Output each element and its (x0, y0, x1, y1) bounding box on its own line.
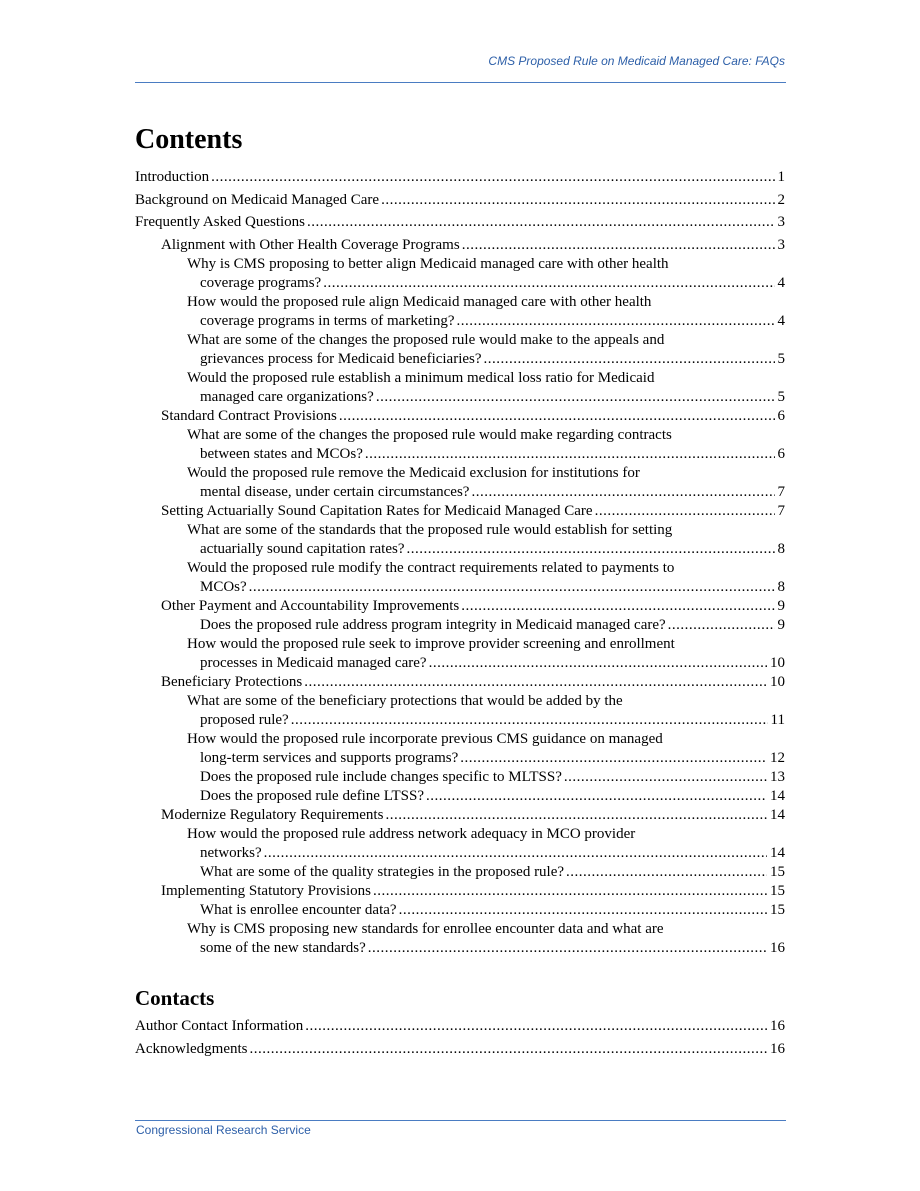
dot-leader (307, 213, 775, 232)
dot-leader (564, 768, 767, 787)
dot-leader (566, 863, 767, 882)
toc-entry[interactable] (135, 635, 785, 673)
toc-entry-row (200, 578, 785, 597)
toc-entry[interactable] (135, 559, 785, 597)
dot-leader (484, 350, 775, 369)
dot-leader (385, 806, 767, 825)
footer-divider (135, 1120, 786, 1121)
toc-page-number: 7 (777, 502, 785, 519)
toc-page-number: 14 (770, 787, 785, 804)
toc-entry-title-line1: Why is CMS proposing to better align Medicaid managed care with other health (187, 255, 669, 272)
toc-page-number: 16 (770, 1018, 785, 1034)
toc-page-number: 10 (770, 654, 785, 671)
toc-entry-row (135, 168, 785, 187)
toc-entry-title: What is enrollee encounter data? (200, 901, 397, 918)
toc-entry-title: Does the proposed rule address program integrity in Medicaid managed care? (200, 616, 666, 633)
toc-entry-row (135, 213, 785, 232)
toc-entry-row (200, 787, 785, 806)
toc-entry[interactable] (135, 787, 785, 806)
toc-entry-row (200, 388, 785, 407)
dot-leader (368, 939, 767, 958)
dot-leader (249, 1040, 767, 1059)
toc-page-number: 6 (777, 407, 785, 424)
toc-entry-row (200, 483, 785, 502)
toc-entry-title: processes in Medicaid managed care? (200, 654, 427, 671)
toc-entry[interactable] (135, 730, 785, 768)
toc-entry-title: Standard Contract Provisions (161, 407, 337, 424)
toc-page-number: 8 (777, 540, 785, 557)
toc-entry[interactable] (135, 863, 785, 882)
toc-page-number: 11 (770, 711, 785, 728)
toc-entry[interactable] (135, 806, 785, 825)
toc-entry-title: Does the proposed rule include changes specific to MLTSS? (200, 768, 562, 785)
toc-page-number: 16 (770, 939, 785, 956)
toc-entry-row (200, 844, 785, 863)
toc-entry-title: proposed rule? (200, 711, 289, 728)
toc-entry[interactable] (135, 673, 785, 692)
toc-page-number: 10 (770, 673, 785, 690)
toc-page-number: 2 (777, 191, 785, 208)
toc-entry[interactable] (135, 616, 785, 635)
toc-entry-row (161, 502, 785, 521)
toc-entry[interactable] (135, 191, 785, 210)
toc-entry-title: What are some of the quality strategies in the proposed rule? (200, 863, 565, 880)
toc-entry-title: Does the proposed rule define LTSS? (200, 787, 424, 804)
toc-page-number: 5 (777, 388, 785, 405)
dot-leader (595, 502, 775, 521)
toc-entry-title: networks? (200, 844, 262, 861)
dot-leader (668, 616, 775, 635)
dot-leader (471, 483, 774, 502)
toc-entry[interactable] (135, 464, 785, 502)
dot-leader (305, 1017, 767, 1036)
toc-page-number: 15 (770, 882, 785, 899)
toc-entry-title: Introduction (135, 169, 210, 185)
dot-leader (399, 901, 767, 920)
toc-page-number: 3 (777, 236, 785, 253)
toc-page-number: 12 (770, 749, 785, 766)
toc-entry-row (161, 806, 785, 825)
running-header: CMS Proposed Rule on Medicaid Managed Care: FAQs (488, 54, 785, 68)
toc-entry-title-line1: How would the proposed rule address network adequacy in MCO provider (187, 825, 636, 842)
toc-entry-title: mental disease, under certain circumstances? (200, 483, 470, 500)
table-of-contents (135, 168, 785, 958)
toc-entry-title-line1: What are some of the beneficiary protections that would be added by the (187, 692, 623, 709)
toc-entry[interactable] (135, 426, 785, 464)
toc-entry-title-line1: Would the proposed rule modify the contract requirements related to payments to (187, 559, 675, 576)
dot-leader (323, 274, 774, 293)
toc-entry[interactable] (135, 1040, 785, 1059)
toc-entry-row (200, 901, 785, 920)
dot-leader (460, 749, 767, 768)
toc-entry-title: Background on Medicaid Managed Care (135, 191, 380, 208)
toc-page-number: 1 (777, 169, 785, 185)
toc-page-number: 7 (777, 483, 785, 500)
contacts-list (135, 1017, 785, 1062)
dot-leader (407, 540, 775, 559)
toc-page-number: 6 (777, 445, 785, 462)
dot-leader (381, 191, 774, 210)
toc-entry-row (200, 863, 785, 882)
toc-entry-row (161, 236, 785, 255)
toc-entry-row (200, 616, 785, 635)
header-divider (135, 82, 786, 83)
toc-page-number: 13 (770, 768, 785, 785)
contacts-heading: Contacts (135, 986, 215, 1010)
toc-entry[interactable] (135, 768, 785, 787)
toc-entry-title-line1: How would the proposed rule seek to improve provider screening and enrollment (187, 635, 675, 652)
toc-entry-row (161, 673, 785, 692)
toc-entry-row (200, 274, 785, 293)
toc-entry[interactable] (135, 213, 785, 232)
toc-entry-row (161, 407, 785, 426)
dot-leader (264, 844, 767, 863)
toc-entry-title: Frequently Asked Questions (135, 214, 305, 230)
toc-page-number: 5 (777, 350, 785, 367)
toc-entry[interactable] (135, 521, 785, 559)
toc-entry-title-line1: What are some of the changes the proposed rule would make regarding contracts (187, 426, 672, 443)
dot-leader (429, 654, 767, 673)
toc-entry-title-line1: Would the proposed rule establish a minimum medical loss ratio for Medicaid (187, 369, 655, 386)
dot-leader (462, 236, 775, 255)
toc-entry[interactable] (135, 597, 785, 616)
toc-page-number: 8 (777, 578, 785, 595)
toc-entry-row (200, 939, 785, 958)
toc-entry-title: Author Contact Information (135, 1018, 304, 1034)
toc-entry-title: Setting Actuarially Sound Capitation Rates for Medicaid Managed Care (161, 502, 593, 519)
toc-page-number: 9 (777, 597, 785, 614)
toc-entry[interactable] (135, 1017, 785, 1036)
toc-entry-row (200, 445, 785, 464)
toc-entry-title: Implementing Statutory Provisions (161, 882, 371, 899)
toc-page-number: 9 (777, 616, 785, 633)
toc-entry[interactable] (135, 502, 785, 521)
toc-entry-title: between states and MCOs? (200, 445, 363, 462)
toc-entry[interactable] (135, 331, 785, 369)
toc-entry[interactable] (135, 255, 785, 293)
toc-page-number: 16 (770, 1040, 785, 1057)
toc-entry-title-line1: How would the proposed rule incorporate previous CMS guidance on managed (187, 730, 663, 747)
toc-entry-title: managed care organizations? (200, 388, 374, 405)
toc-entry[interactable] (135, 369, 785, 407)
toc-entry[interactable] (135, 825, 785, 863)
toc-entry-title: Acknowledgments (135, 1040, 248, 1057)
dot-leader (376, 388, 775, 407)
toc-entry-title: Alignment with Other Health Coverage Programs (161, 236, 460, 253)
toc-entry-title: coverage programs in terms of marketing? (200, 312, 455, 329)
toc-entry-title-line1: How would the proposed rule align Medicaid managed care with other health (187, 293, 652, 310)
toc-entry-title: long-term services and supports programs? (200, 749, 459, 766)
toc-page-number: 14 (770, 844, 785, 861)
toc-entry-row (135, 1017, 785, 1036)
toc-entry-row (135, 191, 785, 210)
toc-entry-row (161, 597, 785, 616)
toc-entry-title: Other Payment and Accountability Improvements (161, 597, 460, 614)
contents-heading: Contents (135, 124, 243, 155)
toc-entry[interactable] (135, 920, 785, 958)
dot-leader (211, 168, 774, 187)
toc-entry-title: Modernize Regulatory Requirements (161, 806, 384, 823)
toc-entry-row (135, 1040, 785, 1059)
toc-entry-row (200, 540, 785, 559)
toc-entry-row (200, 312, 785, 331)
toc-entry[interactable] (135, 236, 785, 255)
toc-entry-row (200, 768, 785, 787)
toc-entry-row (161, 882, 785, 901)
dot-leader (461, 597, 774, 616)
toc-entry-title-line1: What are some of the changes the proposed rule would make to the appeals and (187, 331, 665, 348)
toc-entry-title: grievances process for Medicaid beneficiaries? (200, 350, 482, 367)
toc-entry-title-line1: Would the proposed rule remove the Medicaid exclusion for institutions for (187, 464, 640, 481)
toc-entry[interactable] (135, 692, 785, 730)
dot-leader (304, 673, 767, 692)
toc-entry[interactable] (135, 407, 785, 426)
dot-leader (339, 407, 775, 426)
toc-entry-row (200, 711, 785, 730)
toc-entry-row (200, 350, 785, 369)
toc-page-number: 4 (777, 312, 785, 329)
toc-page-number: 14 (770, 806, 785, 823)
toc-page-number: 4 (777, 274, 785, 291)
toc-entry-title: Beneficiary Protections (161, 673, 303, 690)
toc-entry[interactable] (135, 168, 785, 187)
dot-leader (457, 312, 775, 331)
toc-entry-title: MCOs? (200, 578, 247, 595)
toc-page-number: 15 (770, 863, 785, 880)
toc-entry-title-line1: What are some of the standards that the proposed rule would establish for setting (187, 521, 673, 538)
toc-entry[interactable] (135, 882, 785, 901)
toc-entry-title: actuarially sound capitation rates? (200, 540, 405, 557)
toc-page-number: 3 (777, 214, 785, 230)
toc-entry[interactable] (135, 293, 785, 331)
dot-leader (249, 578, 775, 597)
toc-page-number: 15 (770, 901, 785, 918)
toc-entry-title: some of the new standards? (200, 939, 366, 956)
dot-leader (373, 882, 767, 901)
dot-leader (426, 787, 767, 806)
dot-leader (291, 711, 768, 730)
dot-leader (365, 445, 775, 464)
running-footer: Congressional Research Service (136, 1123, 311, 1137)
toc-entry-row (200, 654, 785, 673)
toc-entry-row (200, 749, 785, 768)
toc-entry[interactable] (135, 901, 785, 920)
toc-entry-title-line1: Why is CMS proposing new standards for enrollee encounter data and what are (187, 920, 664, 937)
toc-entry-title: coverage programs? (200, 274, 322, 291)
